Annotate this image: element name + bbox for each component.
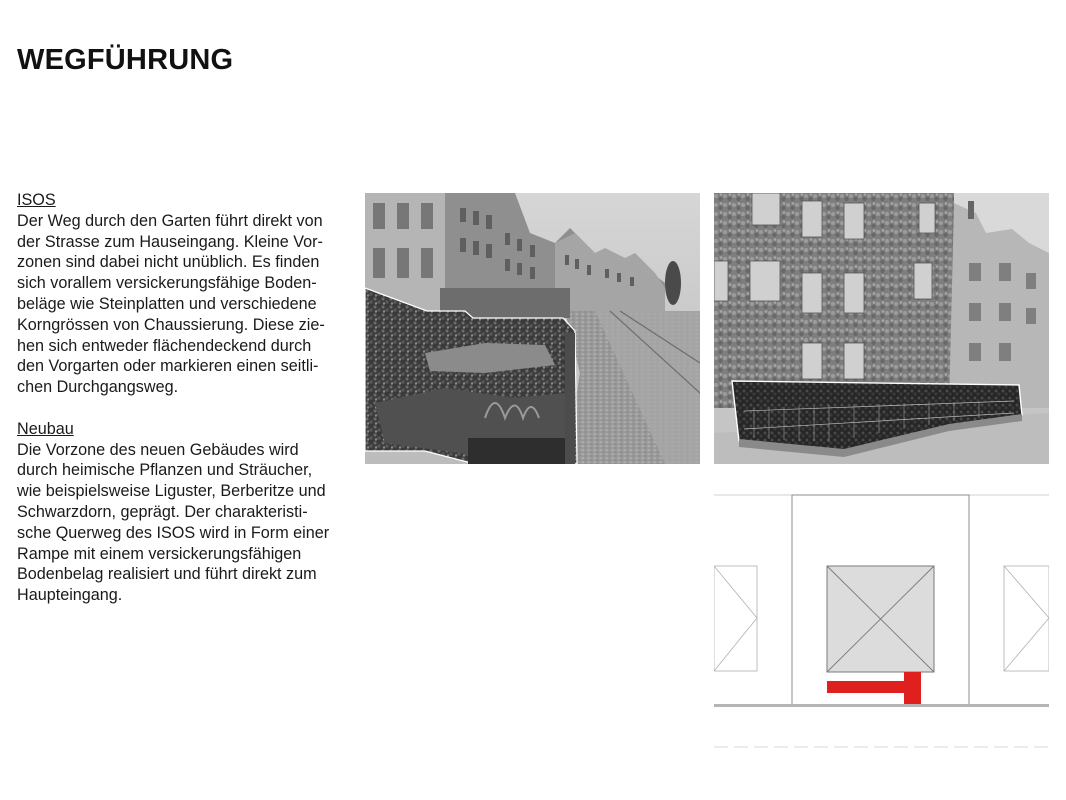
isos-heading: ISOS [17,191,56,209]
isos-line: Korngrössen von Chaussierung. Diese zie- [17,315,325,334]
plan-right-element [1004,566,1049,671]
isos-line: Der Weg durch den Garten führt direkt von [17,211,323,230]
site-plan-drawing [714,488,1049,750]
neubau-line: wie beispielsweise Liguster, Berberitze und [17,482,326,501]
isos-line: hen sich entweder flächendeckend durch [17,336,312,355]
isos-line: der Strasse zum Hauseingang. Kleine Vor- [17,232,323,251]
neubau-line: sche Querweg des ISOS wird in Form einer [17,523,330,542]
plan-ground-line [714,704,1049,707]
neubau-line: durch heimische Pflanzen und Sträucher, [17,461,313,480]
isos-line: den Vorgarten oder markieren einen seitli- [17,357,319,376]
isos-line: zonen sind dabei nicht unüblich. Es finden [17,253,320,272]
plan-crossed-square [827,566,934,672]
street-garden-photo [365,193,700,464]
ivy-building-photo [714,193,1049,464]
text-column [17,190,357,606]
plan-left-element [714,566,757,671]
neubau-line: Schwarzdorn, geprägt. Der charakteristi- [17,502,308,521]
paragraph-gap [17,398,357,419]
neubau-line: Die Vorzone des neuen Gebäudes wird [17,440,299,459]
neubau-line: Haupteingang. [17,586,123,605]
isos-line: chen Durchgangsweg. [17,378,179,397]
isos-line: sich vorallem versickerungsfähige Boden- [17,274,317,293]
neubau-line: Rampe mit einem versickerungsfähigen [17,544,302,563]
isos-line: beläge wie Steinplatten und verschiedene [17,294,317,313]
neubau-line: Bodenbelag realisiert und führt direkt zum [17,565,317,584]
neubau-heading: Neubau [17,419,74,438]
page-title: WEGFÜHRUNG [17,44,234,76]
